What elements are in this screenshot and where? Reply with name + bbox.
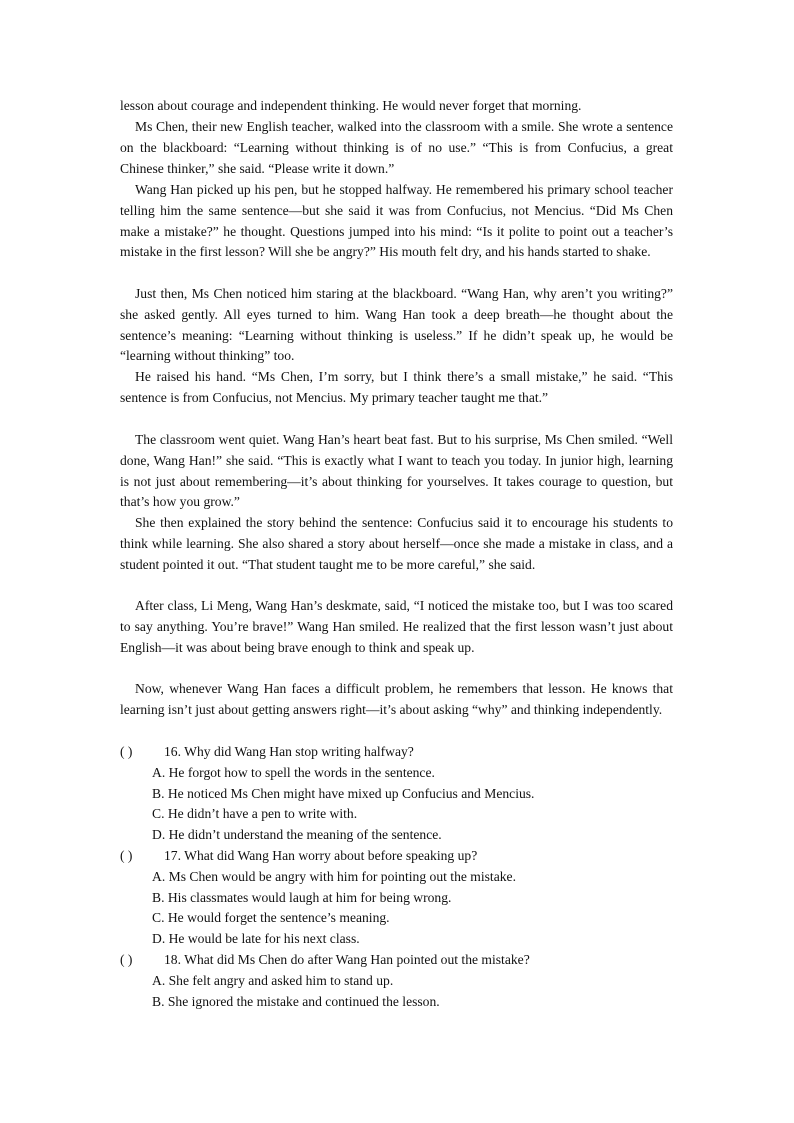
passage-paragraph-9: Now, whenever Wang Han faces a difficult problem, he remembers that lesson. He knows that learning isn’t just about getting answers right—it’s about asking “why” and thinking independently. [120,681,673,717]
question-16 [120,742,414,763]
question-18 [120,950,530,971]
question-stem: 18. What did Ms Chen do after Wang Han pointed out the mistake? [164,952,530,967]
answer-blank[interactable]: ( ) [120,744,133,759]
question-16-option-c: C. He didn’t have a pen to write with. [152,806,358,821]
passage-paragraph-5: He raised his hand. “Ms Chen, I’m sorry, but I think there’s a small mistake,” he said. “This sentence is from Confucius, not Mencius. My primary teacher taught me that.” [120,369,673,405]
question-stem: 16. Why did Wang Han stop writing halfway? [164,744,414,759]
question-17-option-b: B. His classmates would laugh at him for being wrong. [152,890,452,905]
passage-paragraph-3: Wang Han picked up his pen, but he stopped halfway. He remembered his primary school teacher telling him the same sentence—but she said it was from Confucius, not Mencius. “Did Ms Chen make a mistake?” he thought. Questions jumped into his mind: “Is it polite to point out a teacher’s mistake in the first lesson? Will she be angry?” His mouth felt dry, and his hands started to shake. [120,182,673,260]
question-17-option-d: D. He would be late for his next class. [152,931,360,946]
passage-paragraph-2: Ms Chen, their new English teacher, walked into the classroom with a smile. She wrote a sentence on the blackboard: “Learning without thinking is of no use.” “This is from Confucius, a great Chinese thinker,” she said. “Please write it down.” [120,119,673,176]
passage-paragraph-1: lesson about courage and independent thinking. He would never forget that morning. [120,98,582,113]
passage-paragraph-8: After class, Li Meng, Wang Han’s deskmate, said, “I noticed the mistake too, but I was too scared to say anything. You’re brave!” Wang Han smiled. He realized that the first lesson wasn’t just about English—it was about being brave enough to think and speak up. [120,598,673,655]
question-16-option-d: D. He didn’t understand the meaning of the sentence. [152,827,442,842]
question-stem: 17. What did Wang Han worry about before speaking up? [164,848,478,863]
question-17-option-c: C. He would forget the sentence’s meaning. [152,910,390,925]
question-18-option-b: B. She ignored the mistake and continued the lesson. [152,994,440,1009]
question-16-option-b: B. He noticed Ms Chen might have mixed up Confucius and Mencius. [152,786,535,801]
answer-blank[interactable]: ( ) [120,848,133,863]
question-17-option-a: A. Ms Chen would be angry with him for pointing out the mistake. [152,869,516,884]
passage-paragraph-7: She then explained the story behind the sentence: Confucius said it to encourage his students to think while learning. She also shared a story about herself—once she made a mistake in class, and a student pointed it out. “That student taught me to be more careful,” she said. [120,515,673,572]
question-16-option-a: A. He forgot how to spell the words in the sentence. [152,765,435,780]
passage-paragraph-4: Just then, Ms Chen noticed him staring at the blackboard. “Wang Han, why aren’t you writing?” she asked gently. All eyes turned to him. Wang Han took a deep breath—he thought about the sentence’s meaning: “Learning without thinking is useless.” If he didn’t speak up, he would be “learning without thinking” too. [120,286,673,364]
passage-paragraph-6: The classroom went quiet. Wang Han’s heart beat fast. But to his surprise, Ms Chen smiled. “Well done, Wang Han!” she said. “This is exactly what I want to teach you today. In junior high, learning is not just about remembering—it’s about thinking for yourselves. It takes courage to question, but that’s how you grow.” [120,432,673,510]
question-18-option-a: A. She felt angry and asked him to stand up. [152,973,394,988]
answer-blank[interactable]: ( ) [120,952,133,967]
question-17 [120,846,477,867]
